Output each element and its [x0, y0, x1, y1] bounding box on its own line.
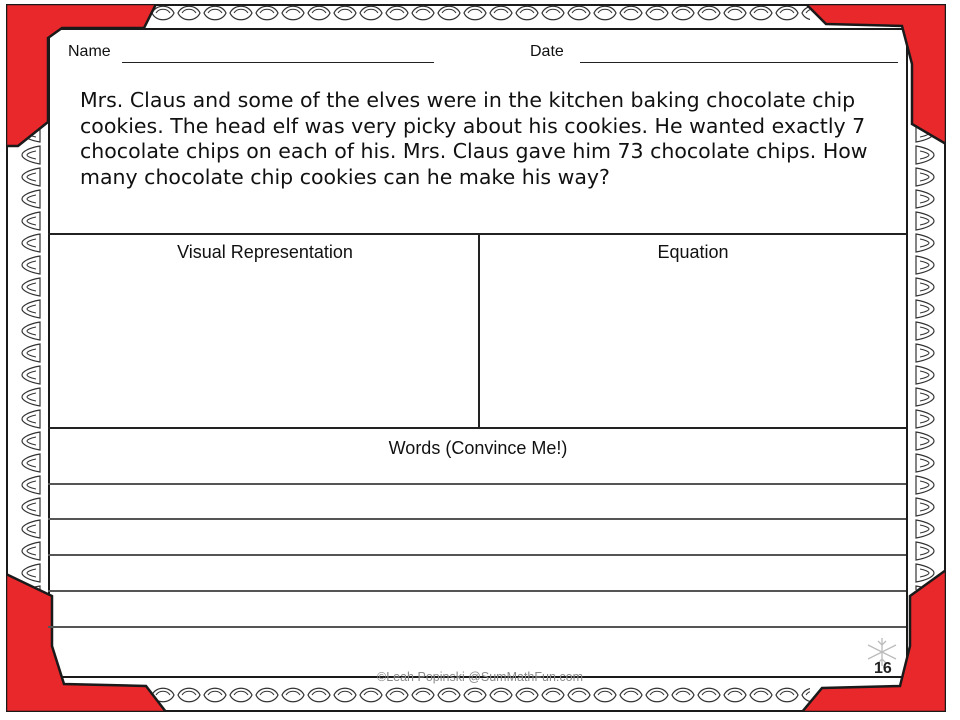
left-heart-border: [18, 100, 46, 590]
equation-area[interactable]: [482, 268, 906, 426]
bottom-left-corner: [6, 566, 176, 712]
equation-heading: Equation: [657, 242, 729, 262]
name-field[interactable]: [122, 62, 434, 63]
visual-representation-heading: Visual Representation: [177, 242, 353, 262]
name-label: Name: [68, 43, 111, 60]
visual-representation-area[interactable]: [50, 268, 476, 426]
problem-divider: [48, 233, 906, 235]
date-label: Date: [530, 43, 564, 60]
page-number: 16: [874, 660, 892, 677]
date-field[interactable]: [580, 62, 898, 63]
writing-line[interactable]: [48, 554, 906, 556]
section-divider: [48, 427, 906, 429]
words-heading: Words (Convince Me!): [388, 438, 568, 458]
writing-line[interactable]: [48, 626, 906, 628]
word-problem-text: Mrs. Claus and some of the elves were in the kitchen baking chocolate chip cookies. The head elf was very picky about his cookies. He wanted exactly 7 chocolate chips on each of his. Mrs. Claus gave him 73 chocolate chips. How many chocolate chip cookies can he make his way?: [80, 88, 868, 189]
writing-line[interactable]: [48, 518, 906, 520]
writing-line[interactable]: [48, 483, 906, 485]
writing-line[interactable]: [48, 590, 906, 592]
top-heart-border: [150, 2, 810, 24]
right-heart-border: [910, 100, 938, 590]
copyright-footer: ©Leah Popinski @SumMathFun.com: [376, 670, 584, 684]
bottom-heart-border: [150, 684, 810, 706]
